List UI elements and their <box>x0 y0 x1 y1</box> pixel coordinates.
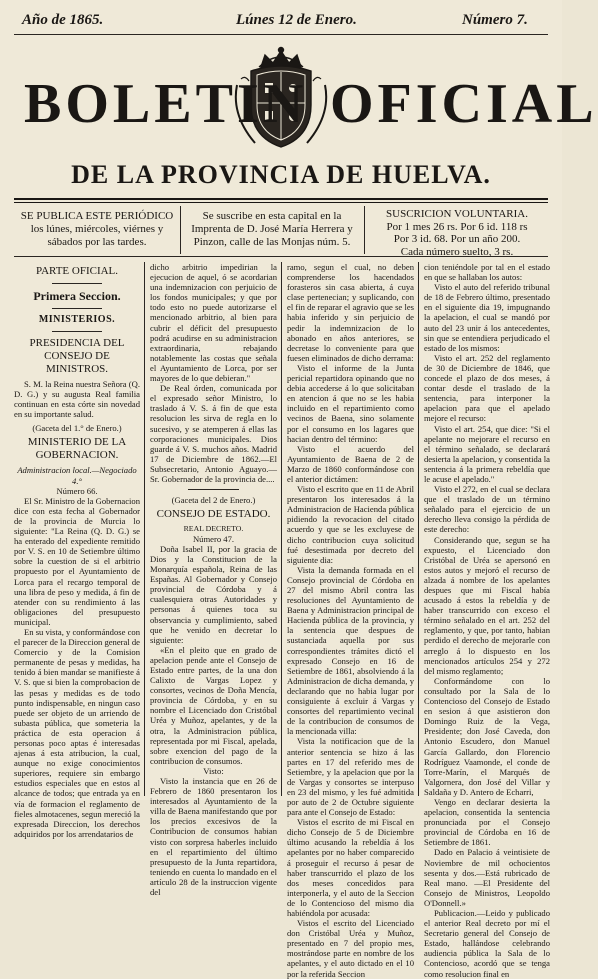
title-boletin: BOLETIN <box>24 73 308 135</box>
column-4 <box>424 262 550 979</box>
price-line-1: Por 1 mes 26 rs. Por 6 id. 118 rs <box>386 220 528 233</box>
first-section-heading: Primera Seccion. <box>33 289 121 303</box>
department-line: Administracion local.—Negociado 4.° <box>17 465 137 486</box>
paragraph: Conformándome con lo consultado por la Sala de lo Contencioso del Consejo de Estado en sesion á que asistieron don Domingo Ruiz de la Vega, Presidente; don José Caveda, don Antonio Escudero, don Manuel García Gallardo, don Florencio Rodríguez Vaamonde, el conde de Torre-Marín, el Marqués de Valgornera, don José del Villar y Saldaña y D. Antero de Echarri, <box>424 675 550 797</box>
column-2 <box>150 262 277 898</box>
document-number: Número 66. <box>56 485 98 496</box>
paragraph: De Real órden, comunicada por el expresado señor Ministro, lo traslado á V. S. á fin de que esta resolucion les sirva de regla en lo sucesivo, y se atemperen á ellas las corporaciones municipales. Dios guarde á V. S. muchos años. Madrid 17 de Diciembre de 1862.—El Subsecretario, Antonio Aguayo.—Sr. Gobernador de la provincia de.... <box>150 383 277 484</box>
paragraph: Vengo en declarar desierta la apelacion, consentida la sentencia pronunciada por el Consejo provincial de Córdoba en 16 de Setiembre de 1861. <box>424 796 550 848</box>
header-rule <box>14 34 548 35</box>
paragraph: Vista la notificacion que de la anterior sentencia se hizo á las partes en 17 del referido mes de Setiembre, y la apelacion que por la de Vargas y consortes se interpuso en 23 del mismo, y les fué admitida por auto de 2 de Octubre siguiente para ante el Consejo de Estado: <box>287 736 414 818</box>
paragraph: Visto el escrito que en 11 de Abril presentaron los interesados á la Administracion de Hacienda pública pidiendo la revocacion del citado acuerdo y que se les excluyese de dicho contribucion cuya solicitud fué desestimada por decreto del siguiente dia: <box>287 484 414 565</box>
column-divider-1 <box>144 262 145 796</box>
subtitle-provincia: DE LA PROVINCIA DE HUELVA. <box>71 160 491 189</box>
paragraph: Visto el art. 254, que dice: "Si el apelante no mejorare el recurso en el término señalado, se declarará desierta la apelacion, y consentida la sentencia á la primera rebeldía que le acuse el apelado." <box>424 423 550 484</box>
subscription-place: Se suscribe en esta capital en la Imprenta de D. José María Herrera y Pinzon, calle de las Monjas núm. 5. <box>191 210 353 248</box>
single-issue-price: Cada número suelto, 3 rs. <box>400 245 514 258</box>
paragraph: Vistos el escrito del Licenciado don Cristóbal Uréa y Muñoz, presentado en 7 del propio mes, mostrándose parte en nombre de los apelantes, y el auto dictado en el 10 por la referida Seccion <box>287 918 414 979</box>
info-divider-1 <box>180 206 181 254</box>
paragraph: Doña Isabel II, por la gracia de Dios y la Constitucion de la Monarquía española, Reina de las Españas. Al Gobernador y Consejo provincial de Córdoba y á cualesquiera otras Autoridades y personas á quienes toca su observancia y cumplimiento, sabed que he venido en decretar lo siguiente: <box>150 543 277 645</box>
info-divider-2 <box>364 206 365 254</box>
royal-decree-heading: REAL DECRETO. <box>183 524 244 534</box>
column-divider-2 <box>281 262 282 796</box>
visto-heading: Visto: <box>203 765 224 776</box>
paragraph: S. M. la Reina nuestra Señora (Q. D. G.) y su augusta Real familia continuan en esta córte sin novedad en su importante salud. <box>14 379 140 420</box>
paragraph: En su vista, y conformándose con el parecer de la Direccion general de Comercio y de la Comision permanente de pesas y medidas, ha tenido á bien mandar se manifieste á V. S. que si bien la comprobacion de las pesas y medidas es de todo punto indispensable, en ningun caso puede ser objeto de un arriendo de subasta pública, que someteria la práctica de esta operacion á personas poco aptas é interesadas ajenas á esta atribucion, la cual, aunque no exige conocimientos superiores, requiere sin embargo estudios especiales que en estos al alcance de todos; que entrada ya en vía de formacion el reglamento de fieles almotacenes, segun mereció la expresada Direccion, los derechos adquiridos por los arrendatarios de <box>14 626 140 839</box>
paragraph: «En el pleito que en grado de apelacion pende ante el Consejo de Estado entre partes, de la una don Calixto de Vargas Lopez y consortes, vecinos de Doña Mencía, provincia de Córdoba, y en su nombre el Licenciado don Cristóbal Uréa y Muñoz, apelantes, y de la otra, la Administracion pública, representada por mi Fiscal, apelada, sobre exencion del pago de la contribucion de consumos. <box>150 644 277 766</box>
column-1 <box>14 262 140 839</box>
price-line-2: Por 3 id. 68. Por un año 200. <box>393 233 521 245</box>
ministry-heading: MINISTERIO DE LA GOBERNACION. <box>27 436 127 462</box>
separator <box>188 489 239 490</box>
paragraph: Vistos el escrito de mi Fiscal en dicho Consejo de 5 de Diciembre último acusando la rebeldía á los apelantes por no haber comparecido á proseguir el recurso á pesar de haber transcurrido el plazo de los dos meses concedidos para interponerla, y el auto de la Seccion de lo Contencioso del mismo dia habiéndola por acusada: <box>287 817 414 918</box>
subscription-title: SUSCRICION VOLUNTARIA. <box>386 208 528 220</box>
separator <box>52 331 102 332</box>
masthead-double-rule <box>14 198 548 203</box>
publication-schedule: SE PUBLICA ESTE PERIÓDICO los lúnes, miércoles, viérnes y sábados por las tardes. <box>20 210 174 248</box>
separator <box>52 308 102 309</box>
paragraph: Visto el auto del referido tribunal de 18 de Febrero último, presentado en el siguiente dia 19, impugnando la apelacion, el cual se mandó por auto del 23 unir á los antecedentes, sin que se entendiera perjudicado el estado de los mismos: <box>424 282 550 353</box>
official-part-heading: PARTE OFICIAL. <box>35 265 119 277</box>
council-heading: CONSEJO DE ESTADO. <box>156 508 271 521</box>
paragraph: Visto el acuerdo del Ayuntamiento de Baena de 2 de Marzo de 1860 conformándose con el anterior dictámen: <box>287 443 414 484</box>
paragraph: cion teniéndole por tal en el estado en que se hallaban los autos: <box>424 262 550 283</box>
paragraph: Considerando que, segun se ha expuesto, el Licenciado don Cristóbal de Uréa se apersonó en estos autos y mejoró el recurso de alzada á nombre de los apelantes despues que mi Fiscal había acusado á estos la rebeldía y de haber transcurrido con exceso el término señalado en el art. 252 del reglamento, y que, por tanto, habian perdido el derecho de mejorarle con arreglo á lo dispuesto en los mencionados artículos 254 y 272 del mismo reglamento; <box>424 534 550 676</box>
paragraph: Visto la instancia que en 26 de Febrero de 1860 presentaron los interesados al Ayuntamiento de la villa de Baena manifestando que por los precios excesivos de la Contribucion de consumos habian visto con sorpresa haberles incluido en el repartimiento del último presupuesto de la Junta repartidora, teniendo en cuenta lo mandado en el artículo 28 de la instruccion vigente del <box>150 776 277 898</box>
issue-date: Lúnes 12 de Enero. <box>236 12 357 28</box>
subscription-prices <box>368 208 546 258</box>
issue-year: Año de 1865. <box>22 12 104 28</box>
paragraph: Dado en Palacio á veintisiete de Noviembre de mil ochocientos sesenta y dos.—Está rubricado de Real mano. —El Presidente del Consejo de Ministros, Leopoldo O'Donnell.» <box>424 847 550 908</box>
ministries-heading: MINISTERIOS. <box>38 314 116 325</box>
paragraph: Vista la demanda formada en el Consejo provincial de Córdoba en 27 del mismo Abril contra las resoluciones del Ayuntamiento de Baena y Administracion principal de Hacienda pública de la provincia, y la sentencia que despues de sustanciada aquella por sus correspondientes trámites dictó el expresado Consejo en 16 de Setiembre de 1861, absolviendo á la Administracion de dicha demanda, y declarando que no habia lugar por consiguiente á excluir á Vargas y consortes del repartimiento vecinal de la contribucion de consumos de la mencionada villa: <box>287 564 414 737</box>
gazette-reference: (Gaceta del 1.° de Enero.) <box>32 423 122 434</box>
info-rule <box>14 256 548 257</box>
title-oficial: OFICIAL <box>330 73 598 135</box>
column-divider-3 <box>418 262 419 796</box>
paragraph: ramo, segun el cual, no deben comprenderse los hacendados forasteros sin casa abierta, á cuya clase pertenecian; y suplicando, con el fin de reparar el agravio que se les habia inferido y sin perjuicio de pedir la indemnizacion de lo abonado en años anteriores, se decretase lo conveniente para que fuesen eliminados de dicho derrama: <box>287 262 414 363</box>
document-number: Número 47. <box>192 533 235 544</box>
column-3 <box>287 262 414 979</box>
gazette-reference: (Gaceta del 2 de Enero.) <box>171 495 256 506</box>
paragraph: Visto el informe de la Junta pericial repartidora opinando que no debia accederse á lo que solicitaban en atencion á que no se les habia incluido en el repartimiento como vecinos de Baena, sino solamente por el consumo en los lagares que hacian dentro del término: <box>287 362 414 444</box>
presidency-heading: PRESIDENCIA DEL CONSEJO DE MINISTROS. <box>29 337 125 375</box>
issue-number: Número 7. <box>462 12 528 28</box>
paragraph: Visto el 272, en el cual se declara que el traslado de un término señalado para el ejercicio de un derecho lleva consigo la pérdida de este derecho: <box>424 484 550 535</box>
paragraph: Publicacion.—Leido y publicado el anterior Real decreto por mí el Secretario general del Consejo de Estado, hallándose celebrando audiencia pública la Sala de lo Contencioso, acordó que se tenga como resolucion final en <box>424 908 550 979</box>
paragraph: El Sr. Ministro de la Gobernacion dice con esta fecha al Gobernador de la provincia de Murcia lo siguiente: "La Reina (Q. D. G.) se ha enterado del expediente remitido por V. S. en 10 de Setiembre último sobre la cuestion de si el arbitrio propuesto por el Ayuntamiento de Lorca para el recargo temporal de una libra de peso y medida, á fin de atender con su rendimiento á las obligaciones del presupuesto municipal. <box>14 495 140 627</box>
paragraph: Visto el art. 252 del reglamento de 30 de Diciembre de 1846, que concede el plazo de dos meses, á contar desde el traslado de la sentencia, para interponer la apelacion para que el apelado mejore el recurso: <box>424 352 550 424</box>
separator <box>52 283 102 284</box>
paragraph: dicho arbitrio impedirian la ejecucion de aquel, ó se acordarian una indemnizacion con perjuicio de los fondos municipales; y que por todo esto no puede autorizarse el mencionado arbitrio, al bien para cubrir el déficit del presupuesto podrá acudirse en su administracion extraordinaria, rebajando notablemente las costas que señala el Ayuntamiento de Lorca, por ser mayores de lo que debieran." <box>150 262 277 384</box>
